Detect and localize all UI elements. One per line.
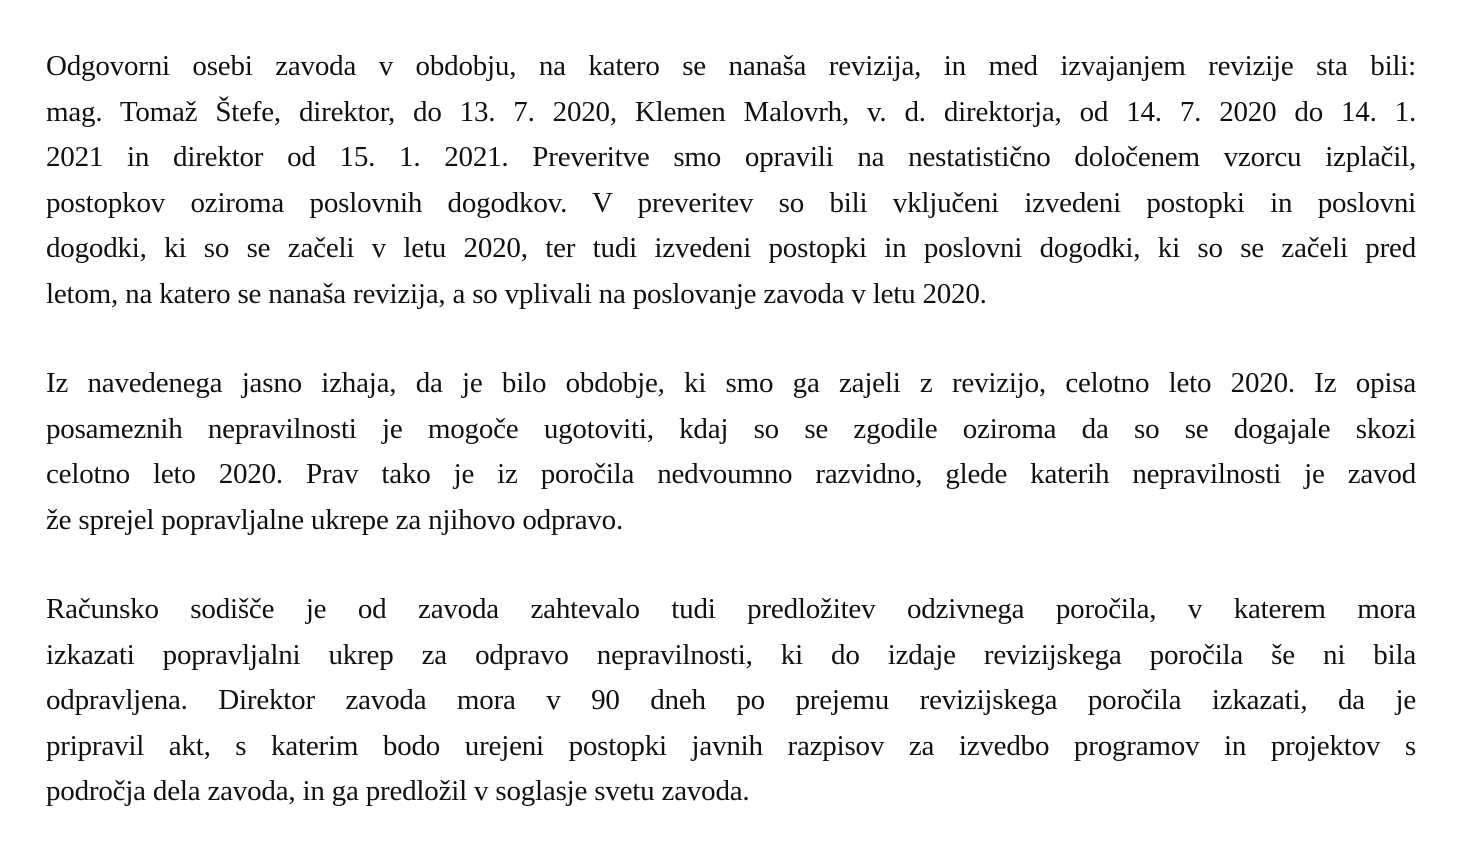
text-line: celotno leto 2020. Prav tako je iz poročila nedvoumno razvidno, glede katerih nepravilnosti je zavod: [46, 458, 1416, 490]
text-line: letom, na katero se nanaša revizija, a so vplivali na poslovanje zavoda v letu 2020.: [46, 277, 987, 310]
text-line: Odgovorni osebi zavoda v obdobju, na katero se nanaša revizija, in med izvajanjem revizije sta bili:: [46, 50, 1416, 82]
paragraph-audit-period: [46, 361, 1416, 543]
text-line: izkazati popravljalni ukrep za odpravo nepravilnosti, ki do izdaje revizijskega poročila še ni bila: [46, 638, 1416, 671]
text-line: mag. Tomaž Štefe, direktor, do 13. 7. 2020, Klemen Malovrh, v. d. direktorja, od 14. 7. 2020 do 14. 1.: [46, 95, 1416, 128]
text-line: področja dela zavoda, in ga predložil v soglasje svetu zavoda.: [46, 775, 750, 807]
text-line: že sprejel popravljalne ukrepe za njihovo odpravo.: [46, 503, 624, 536]
text-line: odpravljena. Direktor zavoda mora v 90 dneh po prejemu revizijskega poročila izkazati, da je: [46, 684, 1416, 716]
text-line: Računsko sodišče je od zavoda zahtevalo tudi predložitev odzivnega poročila, v katerem mora: [46, 593, 1416, 625]
text-line: Iz navedenega jasno izhaja, da je bilo obdobje, ki smo ga zajeli z revizijo, celotno leto 2020. Iz opisa: [46, 367, 1416, 399]
paragraph-response-report: [46, 587, 1416, 815]
paragraph-responsible-persons: [46, 44, 1416, 317]
text-line: posameznih nepravilnosti je mogoče ugotoviti, kdaj so se zgodile oziroma da so se dogajale skozi: [46, 412, 1416, 445]
text-line: dogodki, ki so se začeli v letu 2020, ter tudi izvedeni postopki in poslovni dogodki, ki so se začeli pred: [46, 232, 1416, 264]
text-line: 2021 in direktor od 15. 1. 2021. Preveritve smo opravili na nestatistično določenem vzorcu izplačil,: [46, 141, 1416, 173]
text-line: pripravil akt, s katerim bodo urejeni postopki javnih razpisov za izvedbo programov in projektov s: [46, 729, 1416, 762]
text-line: postopkov oziroma poslovnih dogodkov. V preveritev so bili vključeni izvedeni postopki in poslovni: [46, 186, 1416, 219]
document-page: [46, 44, 1416, 859]
